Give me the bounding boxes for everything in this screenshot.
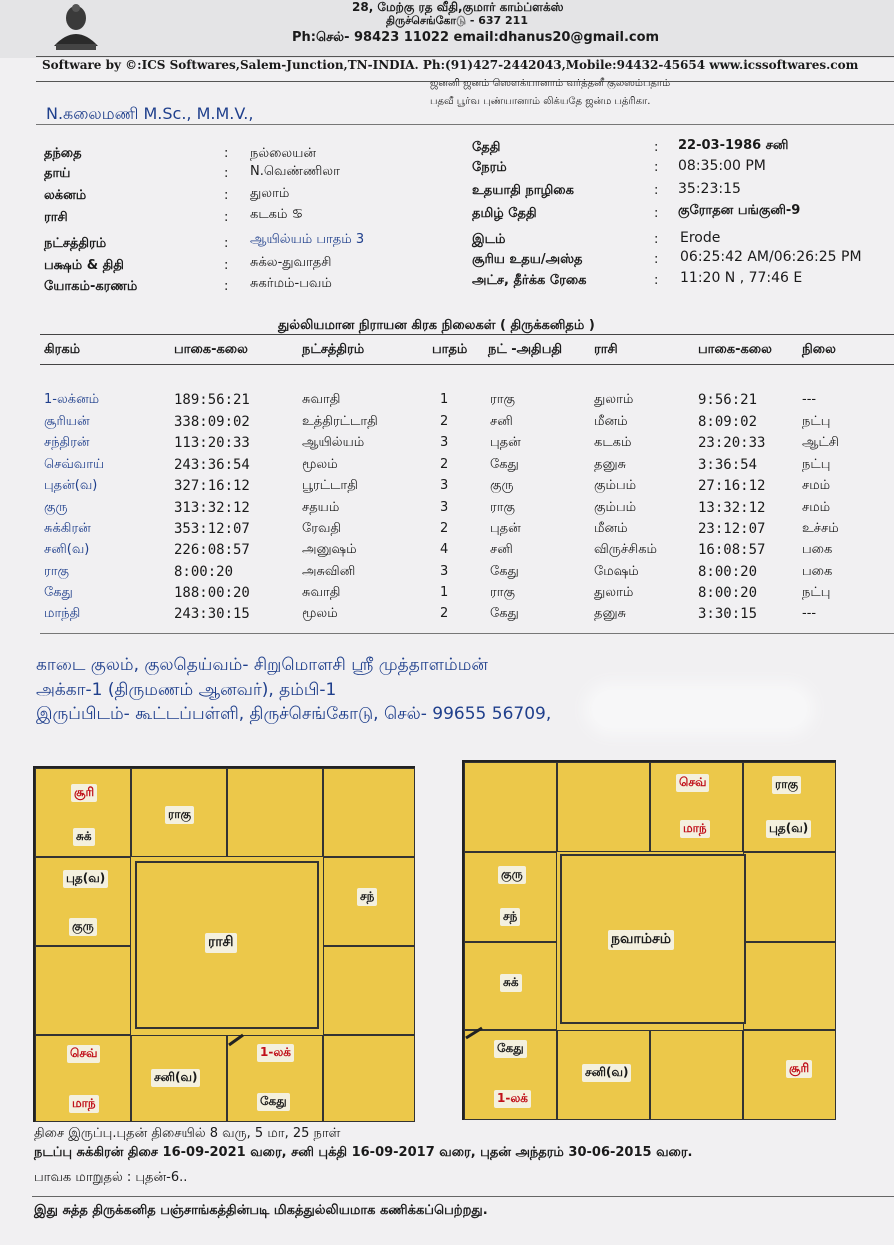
navamsa-planet: சந் [500,908,520,926]
table-cell: 313:32:12 [174,500,250,516]
navamsa-house-simmam [743,942,836,1030]
detail-label: யோகம்-கரணம் [44,279,138,294]
table-cell: 16:08:57 [698,542,766,558]
table-cell: 1 [440,392,449,407]
table-cell: 189:56:21 [174,392,250,408]
navamsa-house-thulam [650,1030,743,1120]
table-cell: 8:00:20 [698,585,758,601]
table-cell: 2 [440,414,449,429]
rasi-planet: கேது [257,1093,290,1111]
table-cell: 3 [440,478,449,493]
detail-value: 08:35:00 PM [678,158,766,174]
rasi-house-simmam [323,946,415,1035]
detail-label: நட்சத்திரம் [44,236,107,251]
table-cell: கும்பம் [594,478,637,493]
table-cell: துலாம் [594,392,634,407]
table-cell: 27:16:12 [698,478,766,494]
table-cell: மாந்தி [44,606,81,621]
column-header: பாகை-கலை [174,342,248,357]
rasi-planet: ராகு [165,806,194,824]
table-cell: 113:20:33 [174,435,250,451]
table-cell: 2 [440,606,449,621]
navamsa-planet: மாந் [680,820,710,838]
table-cell: சதயம் [302,500,340,515]
rasi-house-kanni [323,1035,415,1122]
table-cell: 243:30:15 [174,606,250,622]
residence-note: இருப்பிடம்- கூட்டப்பள்ளி, திருச்செங்கோடு, செல்- 99655 56709, [36,704,552,724]
table-cell: பகை [802,564,833,579]
colon: : [654,160,659,175]
colon: : [224,166,229,181]
column-header: பாகை-கலை [698,342,772,357]
navamsa-planet: கேது [494,1040,527,1058]
colon: : [224,146,229,161]
horoscope-title-line-1: ஜனனி ஜனம் ஸௌக்யானாம் வர்த்தனீ குலஸம்பதாம் [430,78,671,89]
colon: : [654,232,659,247]
family-deity-note: காடை குலம், குலதெய்வம்- சிறுமொளசி ஸ்ரீ முத்தாளம்மன் [36,655,488,675]
rasi-planet: 1-லக் [257,1044,294,1062]
table-cell: தனுசு [594,457,627,472]
table-cell: 1 [440,585,449,600]
navamsa-planet: ராகு [772,776,801,794]
table-divider [40,633,894,634]
rasi-planet: செவ் [67,1045,100,1063]
detail-value: துலாம் [250,186,290,201]
table-cell: ராகு [44,564,69,579]
navamsa-planet: குரு [498,866,526,884]
table-cell: 9:56:21 [698,392,758,408]
table-cell: --- [802,606,817,621]
rasi-planet: சூரி [71,784,97,802]
table-cell: 2 [440,457,449,472]
table-cell: சூரியன் [44,414,90,429]
table-cell: சனி [490,542,513,557]
table-cell: நட்பு [802,457,831,472]
table-cell: 327:16:12 [174,478,250,494]
table-cell: 13:32:12 [698,500,766,516]
table-cell: புதன் [490,521,521,536]
table-cell: 8:00:20 [698,564,758,580]
table-cell: கேது [490,457,519,472]
rasi-center-label: ராசி [205,933,237,953]
table-cell: சுவாதி [302,585,341,600]
lagna-marker-icon [227,1033,247,1047]
table-cell: சனி [490,414,513,429]
table-cell: சமம் [802,478,831,493]
detail-value: 35:23:15 [678,181,741,197]
current-dasa: நடப்பு சுக்கிரன் திசை 16-09-2021 வரை, சனி புக்தி 16-09-2017 வரை, புதன் அந்தரம் 30-06-2015 வரை. [34,1145,693,1160]
table-cell: ஆட்சி [802,435,839,450]
table-cell: பூரட்டாதி [302,478,358,493]
table-cell: 2 [440,521,449,536]
navamsa-chart [462,760,836,1120]
table-cell: 3 [440,564,449,579]
colon: : [654,140,659,155]
colon: : [224,236,229,251]
rasi-planet: மாந் [69,1095,99,1113]
planet-table-title: துல்லியமான நிராயன கிரக நிலைகள் ( திருக்கனிதம் ) [278,318,595,333]
navamsa-planet: 1-லக் [494,1090,531,1108]
address-line-2: திருச்செங்கோடு - 637 211 [386,14,528,27]
detail-label: தாய் [44,166,71,181]
rasi-planet: புத(வ) [63,870,108,888]
table-cell: ராகு [490,392,515,407]
table-cell: குரு [44,500,68,515]
astrologer-name: N.கலைமணி M.Sc., M.M.V., [46,104,254,123]
navamsa-planet: சுக் [500,974,522,992]
detail-label: லக்னம் [44,188,87,203]
table-cell: சமம் [802,500,831,515]
table-cell: ராகு [490,500,515,515]
table-cell: 23:20:33 [698,435,766,451]
table-cell: கேது [44,585,73,600]
rasi-chart [33,766,415,1122]
table-cell: கடகம் [594,435,632,450]
table-cell: சனி(வ) [44,542,90,557]
table-cell: 4 [440,542,449,557]
table-cell: 338:09:02 [174,414,250,430]
lagna-marker-icon [464,1026,486,1040]
detail-label: ராசி [44,210,68,225]
table-cell: ஆயில்யம் [302,435,365,450]
table-cell: 1-லக்னம் [44,392,100,407]
table-cell: மூலம் [302,457,338,472]
navamsa-house-meenam [464,762,557,852]
detail-value: சுக்ல-துவாதசி [250,255,332,270]
table-cell: ராகு [490,585,515,600]
detail-value: 22-03-1986 சனி [678,138,789,153]
table-cell: 3:30:15 [698,606,758,622]
detail-value: கடகம் ♋ [250,207,304,222]
detail-label: இடம் [472,232,506,247]
colon: : [224,258,229,273]
colon: : [654,273,659,288]
table-cell: 3 [440,500,449,515]
table-cell: சுக்கிரன் [44,521,91,536]
table-cell: கும்பம் [594,500,637,515]
navamsa-planet: சூரி [786,1060,812,1078]
table-cell: --- [802,392,817,407]
table-cell: அனுஷம் [302,542,357,557]
rasi-planet: சனி(வ) [151,1069,200,1087]
address-line-1: 28, மேற்கு ரத வீதி,குமார் காம்ப்ளக்ஸ் [352,0,564,14]
detail-value: நல்லையன் [250,146,316,161]
column-header: நட் -அதிபதி [488,342,563,357]
siblings-note: அக்கா-1 (திருமணம் ஆனவர்), தம்பி-1 [36,680,337,700]
horoscope-title-line-2: பதவீ பூர்வ புண்யானாம் லிக்யதே ஜன்ம பத்ரிகா. [430,96,651,107]
table-cell: 226:08:57 [174,542,250,558]
navamsa-house-mesham [557,762,650,852]
colon: : [224,210,229,225]
detail-value: குரோதன பங்குனி-9 [678,203,801,218]
table-cell: 8:09:02 [698,414,758,430]
detail-value: Erode [680,230,721,246]
table-cell: 23:12:07 [698,521,766,537]
table-cell: பகை [802,542,833,557]
rasi-planet: சந் [357,888,377,906]
detail-value: 06:25:42 AM/06:26:25 PM [680,249,862,265]
navamsa-planet: புத(வ) [766,820,811,838]
column-header: நிலை [802,342,836,357]
accuracy-note: இது சுத்த திருக்கனித பஞ்சாங்கத்தின்படி மிகத்துல்லியமாக கணிக்கப்பெற்றது. [34,1203,488,1218]
rasi-planet: குரு [69,918,97,936]
detail-value: ஆயில்யம் பாதம் 3 [250,232,365,247]
table-cell: கேது [490,564,519,579]
rasi-house-mithunam [323,768,415,857]
detail-label: தேதி [472,140,501,155]
rasi-house-makaram [35,946,131,1035]
detail-value: 11:20 N , 77:46 E [680,270,803,286]
detail-label: உதயாதி நாழிகை [472,183,574,198]
detail-label: தமிழ் தேதி [472,206,537,221]
colon: : [224,279,229,294]
table-cell: மூலம் [302,606,338,621]
detail-label: பக்ஷம் & திதி [44,258,124,273]
table-cell: மேஷம் [594,564,639,579]
table-cell: புதன் [490,435,521,450]
table-cell: ரேவதி [302,521,342,536]
detail-label: அட்ச, தீர்க்க ரேகை [472,273,587,288]
colon: : [224,188,229,203]
detail-value: சுகர்மம்-பவம் [250,276,332,291]
table-cell: உச்சம் [802,521,839,536]
column-header: பாதம் [432,342,468,357]
table-cell: 353:12:07 [174,521,250,537]
deity-logo-icon [48,0,104,52]
table-cell: சுவாதி [302,392,341,407]
rasi-house-rishabam [227,768,323,857]
table-cell: 3 [440,435,449,450]
navamsa-planet: சனி(வ) [582,1064,631,1082]
colon: : [654,206,659,221]
table-cell: மீனம் [594,521,628,536]
detail-label: நேரம் [472,160,507,175]
table-cell: உத்திரட்டாதி [302,414,378,429]
redacted-area [592,690,807,728]
footer-divider [32,1196,894,1197]
navamsa-house-kadagam [743,852,836,942]
table-cell: 8:00:20 [174,564,234,580]
table-cell: அசுவினி [302,564,356,579]
dasa-balance: திசை இருப்பு.புதன் திசையில் 8 வரு, 5 மா, 25 நாள் [34,1126,341,1141]
contact-line: Ph:செல்- 98423 11022 email:dhanus20@gmail.com [292,30,660,45]
table-cell: 188:00:20 [174,585,250,601]
table-divider [40,334,894,335]
table-cell: தனுசு [594,606,627,621]
table-cell: நட்பு [802,414,831,429]
rasi-planet: சுக் [73,828,95,846]
bhava-change: பாவக மாறுதல் : புதன்-6.. [34,1170,188,1185]
table-cell: துலாம் [594,585,634,600]
colon: : [654,183,659,198]
table-divider [40,364,894,365]
table-cell: கேது [490,606,519,621]
table-cell: செவ்வாய் [44,457,105,472]
detail-label: தந்தை [44,146,82,161]
detail-value: N.வெண்ணிலா [250,164,340,179]
software-credit: Software by ©:ICS Softwares,Salem-Junction,TN-INDIA. Ph:(91)427-2442043,Mobile:94432-45654 www.icssoftwares.com [42,58,859,72]
column-header: நட்சத்திரம் [302,342,365,357]
navamsa-planet: செவ் [676,774,709,792]
divider [36,124,894,125]
table-cell: விருச்சிகம் [594,542,657,557]
table-cell: மீனம் [594,414,628,429]
table-cell: 243:36:54 [174,457,250,473]
table-cell: நட்பு [802,585,831,600]
colon: : [654,252,659,267]
table-cell: சந்திரன் [44,435,90,450]
table-cell: 3:36:54 [698,457,758,473]
detail-label: சூரிய உதய/அஸ்த [472,252,583,267]
column-header: கிரகம் [44,342,81,357]
navamsa-center-label: நவாம்சம் [608,930,674,950]
table-cell: புதன்(வ) [44,478,98,493]
column-header: ராசி [594,342,618,357]
table-cell: குரு [490,478,514,493]
